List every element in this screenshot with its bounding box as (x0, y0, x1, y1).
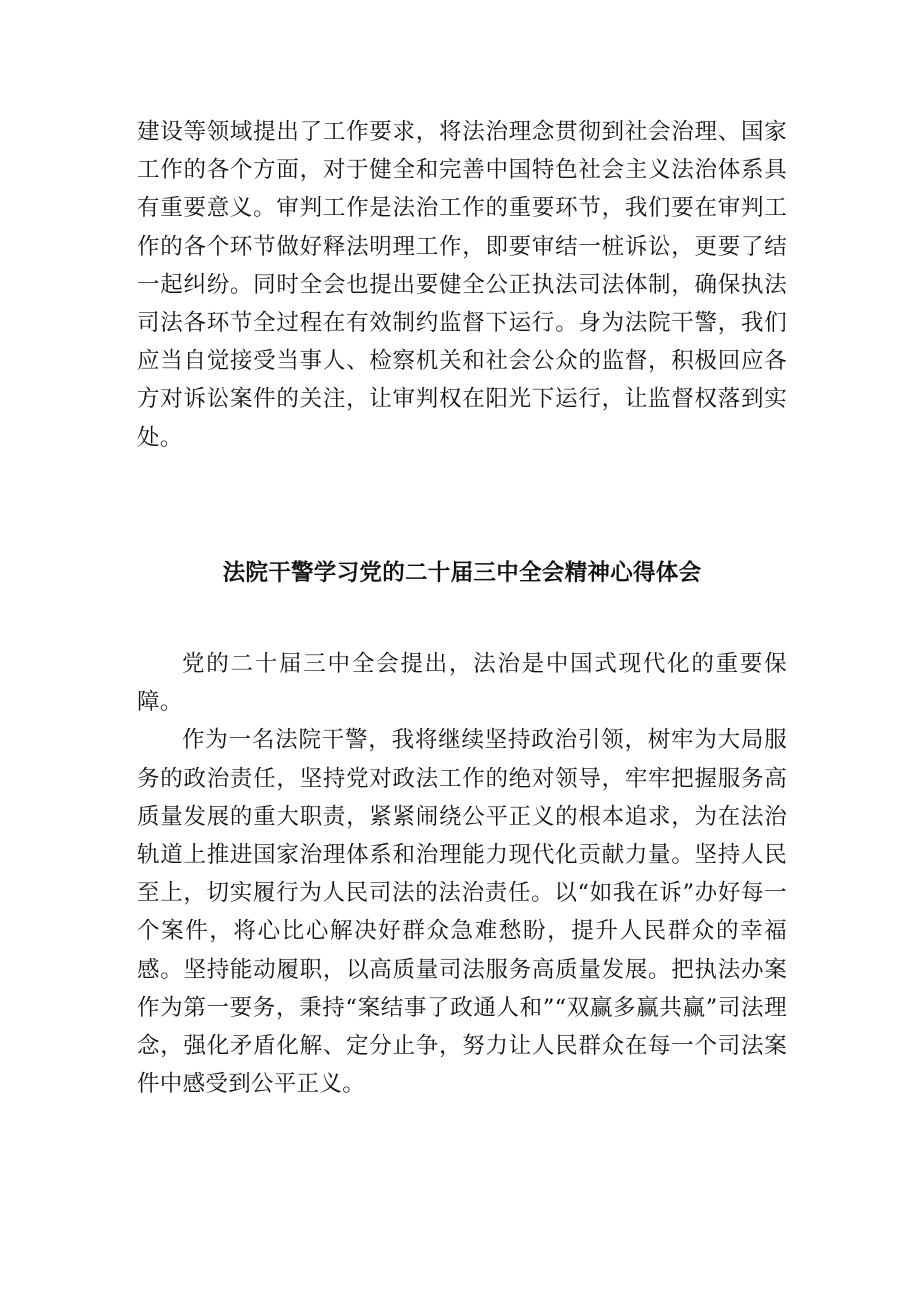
body-paragraph-1: 党的二十届三中全会提出，法治是中国式现代化的重要保障。 (137, 651, 787, 716)
article-title: 法院干警学习党的二十届三中全会精神心得体会 (222, 560, 702, 586)
continued-text-block (137, 113, 787, 457)
continued-paragraph: 建设等领域提出了工作要求，将法治理念贯彻到社会治理、国家工作的各个方面，对于健全和完善中国特色社会主义法治体系具有重要意义。审判工作是法治工作的重要环节，我们要在审判工作的各个环节做好释法明理工作，即要审结一桩诉讼，更要了结一起纠纷。同时全会也提出要健全公正执法司法体制，确保执法司法各环节全过程在有效制约监督下运行。身为法院干警，我们应当自觉接受当事人、检察机关和社会公众的监督，积极回应各方对诉讼案件的关注，让审判权在阳光下运行，让监督权落到实处。 (137, 119, 787, 451)
article-body (137, 645, 787, 1103)
body-paragraph-2: 作为一名法院干警，我将继续坚持政治引领，树牢为大局服务的政治责任，坚持党对政法工作的绝对领导，牢牢把握服务高质量发展的重大职责，紧紧闹绕公平正义的根本追求，为在法治轨道上推进国家治理体系和治理能力现代化贡献力量。坚持人民至上，切实履行为人民司法的法治责任。以“如我在诉”办好每一个案件，将心比心解决好群众急难愁盼，提升人民群众的幸福感。坚持能动履职，以高质量司法服务高质量发展。把执法办案作为第一要务，秉持“案结事了政通人和”“双赢多赢共赢”司法理念，强化矛盾化解、定分止争，努力让人民群众在每一个司法案件中感受到公平正义。 (137, 727, 787, 1098)
